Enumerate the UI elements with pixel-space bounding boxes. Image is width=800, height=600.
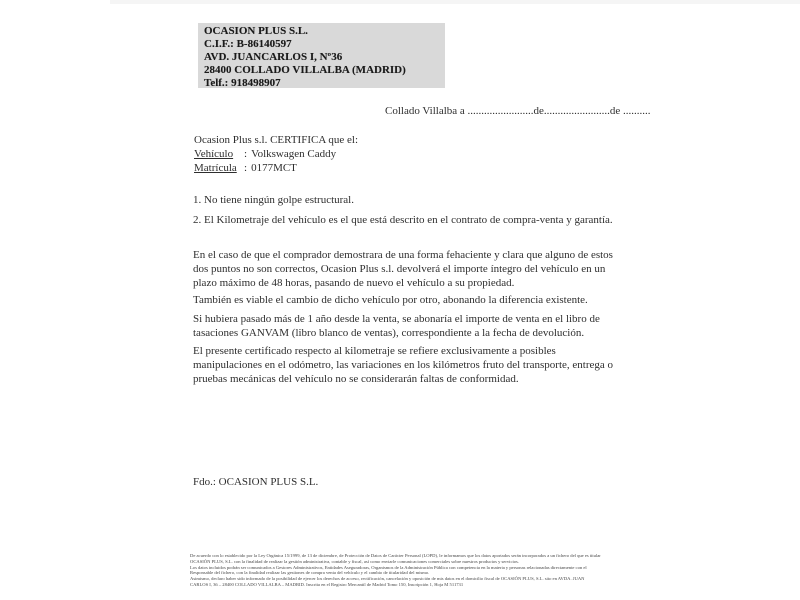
fine-print-line: Asimismo, declaro haber sido informado de la posibilidad de ejercer los derechos de acceso, rectificación, cancelación y oposición de mis datos en el domicilio fiscal de OCASIÓN PLUS, S.L. sito en AVDA. JUAN bbox=[190, 576, 585, 582]
paragraph-refund-terms: En el caso de que el comprador demostrara de una forma fehaciente y clara que alguno de estos dos puntos no son correctos, Ocasion Plus s.l. devolverá el importe íntegro del vehículo en un plazo máximo de 48 horas, pasando de nuevo el vehículo a su propiedad. bbox=[193, 249, 613, 289]
company-name: OCASION PLUS S.L. bbox=[204, 25, 308, 37]
company-city: 28400 COLLADO VILLALBA (MADRID) bbox=[204, 64, 406, 76]
fine-print-line: CARLOS I, 36 – 28400 COLLADO VILLALBA – MADRID. Inscrita en el Registro Mercantil de Madrid Tomo 150, Inscripción 1, Hoja M 511731 bbox=[190, 581, 464, 587]
company-phone: Telf.: 918498907 bbox=[204, 77, 281, 89]
field-vehicle-separator: : bbox=[244, 148, 248, 160]
certify-intro: Ocasion Plus s.l. CERTIFICA que el: bbox=[194, 134, 359, 146]
signature-line: Fdo.: OCASION PLUS S.L. bbox=[193, 476, 319, 488]
fine-print-line: Responsable del fichero, con la finalidad realizar las gestiones de compra venta del vehículo y el cambio de titularidad del mismo. bbox=[190, 570, 430, 576]
fine-print-line: De acuerdo con lo establecido por la Ley Orgánica 15/1999, de 13 de diciembre, de Protección de Datos de Carácter Personal (LOPD), le informamos que los datos aportados serán incorporados a un fichero del que es titular bbox=[190, 553, 601, 558]
fine-print-line: Los datos incluidos podrán ser comunicados a Gestores Administrativos, Entidades Aseguradoras, Organismos de la Administración Pública con competencia en la materia y personas relacionadas directamente con el bbox=[190, 564, 587, 570]
numbered-point-1: 1. No tiene ningún golpe estructural. bbox=[193, 194, 354, 206]
field-plate-separator: : bbox=[244, 162, 248, 174]
field-plate-label: Matrícula bbox=[194, 162, 237, 174]
legal-fine-print bbox=[190, 553, 630, 588]
field-vehicle-value: Volkswagen Caddy bbox=[251, 148, 337, 160]
paragraph-ganvam-valuation: Si hubiera pasado más de 1 año desde la venta, se abonaría el importe de venta en el libro de tasaciones GANVAM (libro blanco de ventas), correspondiente a la fecha de devolución. bbox=[193, 313, 600, 339]
field-plate bbox=[194, 162, 297, 174]
field-vehicle bbox=[194, 148, 336, 160]
date-line: Collado Villalba a ........................de........................de .......... bbox=[385, 105, 651, 117]
page-top-edge bbox=[110, 0, 800, 4]
paragraph-odometer-disclaimer: El presente certificado respecto al kilometraje se refiere exclusivamente a posibles manipulaciones en el odómetro, las variaciones en los kilómetros fruto del transporte, entrega o pruebas mecánicas del vehículo no se considerarán faltas de conformidad. bbox=[193, 345, 614, 385]
field-plate-value: 0177MCT bbox=[251, 162, 297, 174]
company-cif: C.I.F.: B-86140597 bbox=[204, 38, 292, 50]
company-address: AVD. JUANCARLOS I, Nº36 bbox=[204, 51, 343, 63]
field-vehicle-label: Vehículo bbox=[194, 148, 234, 160]
company-header-block bbox=[198, 23, 445, 88]
paragraph-exchange-option: También es viable el cambio de dicho vehículo por otro, abonando la diferencia existente. bbox=[193, 294, 588, 306]
fine-print-line: OCASIÓN PLUS, S.L. con la finalidad de realizar la gestión administrativa, contable y fiscal, así como enviarle comunicaciones comerciales sobre nuestros productos y servicios. bbox=[190, 558, 519, 564]
numbered-point-2: 2. El Kilometraje del vehículo es el que está descrito en el contrato de compra-venta y garantía. bbox=[193, 214, 613, 226]
